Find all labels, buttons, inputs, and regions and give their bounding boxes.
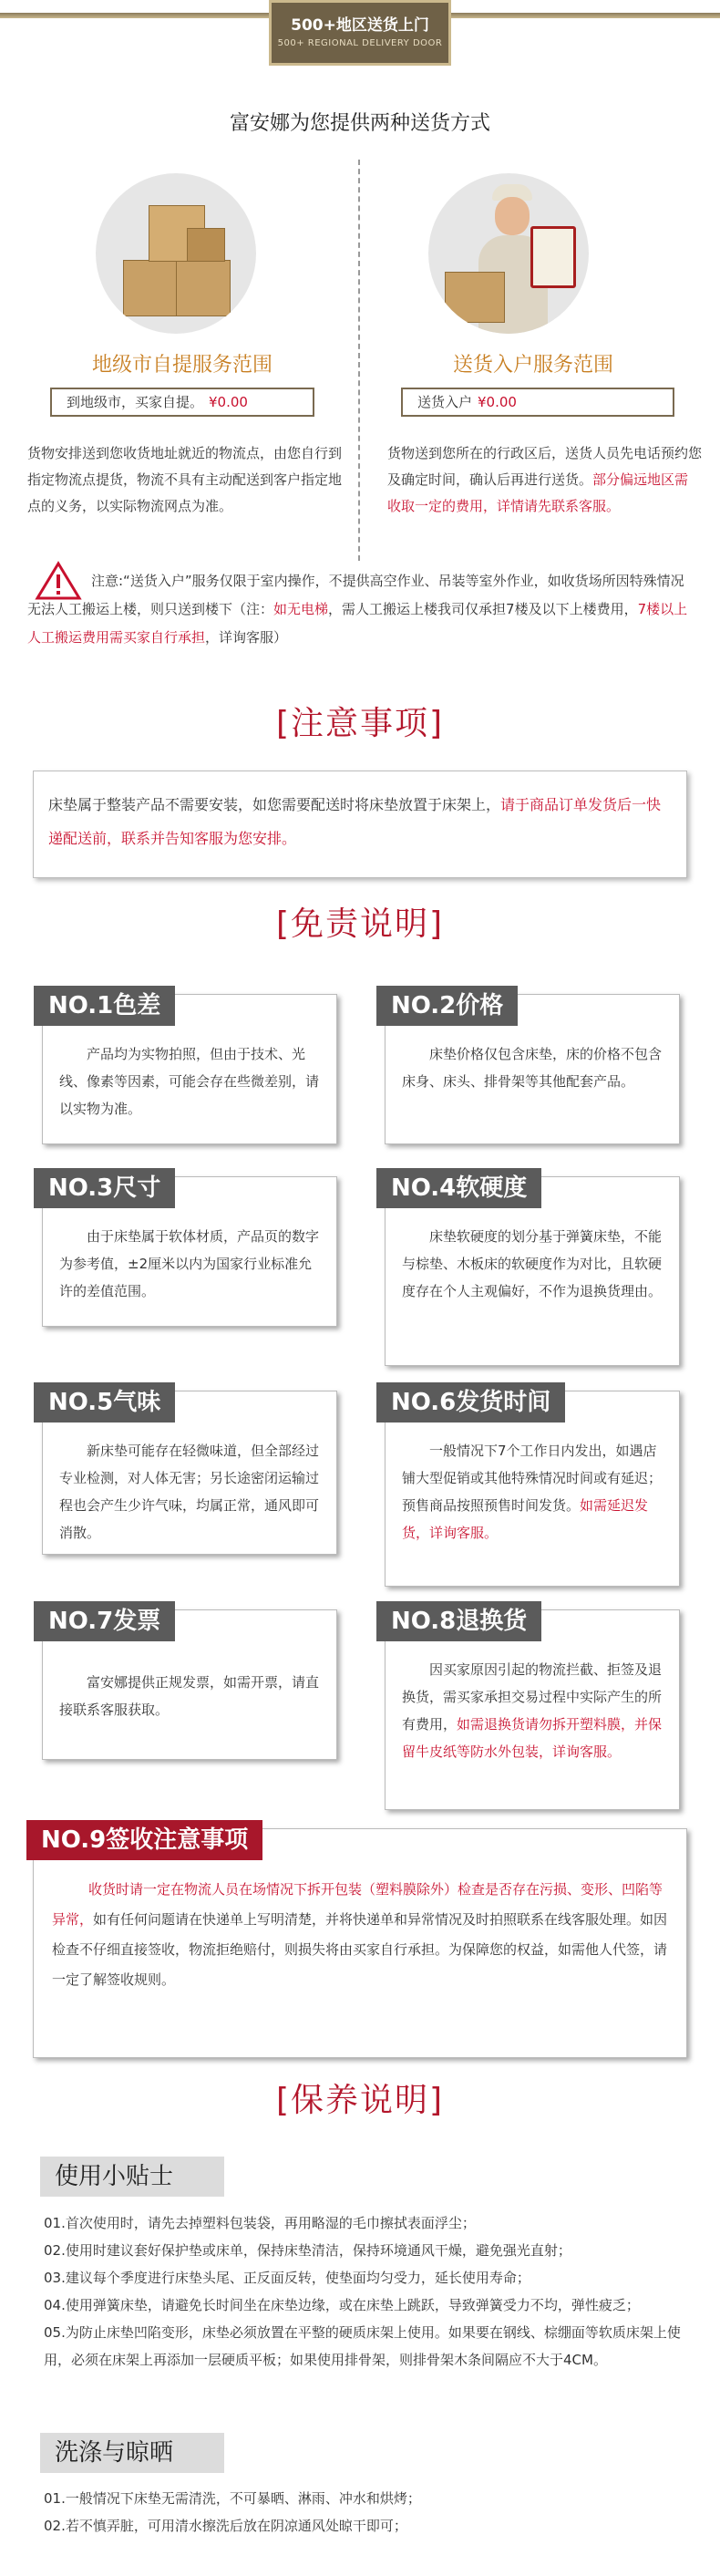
notice-title: [注意事项] xyxy=(275,705,445,742)
self-pickup-title: 地级市自提服务范围 xyxy=(91,354,273,377)
home-delivery-description xyxy=(387,440,702,520)
warning-plain-1: 注意:“送货入户”服务仅限于室内操作，不提供高空作业、吊装等室外作业，如收货场所因特殊情况无法人工搬运上楼，则只送到楼下（注： xyxy=(27,573,684,617)
card-1-no: NO.1 xyxy=(48,992,114,1019)
disclaimer-card-1 xyxy=(42,994,337,1144)
notice-text-red: 请于商品订单发货后一快递配送前，联系并告知客服为您安排。 xyxy=(48,796,662,847)
self-pickup-price-value: ¥0.00 xyxy=(209,394,248,410)
card-2-no: NO.2 xyxy=(391,992,457,1019)
card-6-name: 发货时间 xyxy=(456,1389,551,1416)
warning-red-1: 如无电梯 xyxy=(273,601,329,617)
delivery-warning-text xyxy=(27,567,697,652)
delivery-badge xyxy=(269,0,451,66)
tip-item: 01.首次使用时，请先去掉塑料包装袋，再用略湿的毛巾擦拭表面浮尘； xyxy=(44,2215,476,2231)
home-delivery-price-label: 送货入户 xyxy=(417,394,473,410)
card-1-text: 产品均为实物拍照，但由于技术、光线、像素等因素，可能会存在些微差别，请以实物为准。 xyxy=(59,1046,320,1117)
card-6-text-red: 如需延迟发货，详询客服。 xyxy=(402,1497,649,1541)
card-8-no: NO.8 xyxy=(391,1608,457,1635)
card-9-tag xyxy=(26,1820,262,1860)
disclaimer-card-4 xyxy=(385,1176,680,1366)
card-3-text: 由于床垫属于软体材质，产品页的数字为参考值，±2厘米以内为国家行业标准允许的差值范围。 xyxy=(59,1228,320,1299)
home-delivery-desc-plain: 货物送到您所在的行政区后，送货人员先电话预约您及确定时间，确认后再进行送货。 xyxy=(387,445,703,488)
card-2-name: 价格 xyxy=(456,992,504,1019)
warning-plain-3: ，详询客服） xyxy=(205,629,288,646)
tips-subtitle: 使用小贴士 xyxy=(40,2157,224,2197)
card-9-text-red: 收货时请一定在物流人员在场情况下拆开包装（塑料膜除外）检查是否存在污损、变形、凹陷等异常， xyxy=(52,1881,663,1928)
card-1-tag xyxy=(34,986,175,1026)
card-7-text: 富安娜提供正规发票，如需开票，请直接联系客服获取。 xyxy=(59,1674,320,1718)
disclaimer-card-6 xyxy=(385,1391,680,1587)
card-3-tag xyxy=(34,1168,175,1208)
card-7-name: 发票 xyxy=(113,1608,161,1635)
card-9-no: NO.9 xyxy=(41,1826,107,1854)
card-3-no: NO.3 xyxy=(48,1174,114,1202)
disclaimer-title: [免责说明] xyxy=(275,905,445,943)
card-1-name: 色差 xyxy=(113,992,161,1019)
wash-item: 01.一般情况下床垫无需清洗，不可暴晒、淋雨、冲水和烘烤； xyxy=(44,2490,421,2507)
home-delivery-price-value: ¥0.00 xyxy=(478,394,517,410)
care-title: [保养说明] xyxy=(275,2082,445,2119)
card-9-text-plain: 如有任何问题请在快递单上写明清楚，并将快递单和异常情况及时拍照联系在线客服处理。如因检查不仔细直接签收，物流拒绝赔付，则损失将由买家自行承担。为保障您的权益，如需他人代签，请一定了解签收规则。 xyxy=(52,1911,668,1988)
disclaimer-card-9 xyxy=(33,1828,687,2058)
self-pickup-price-label: 到地级市，买家自提。 xyxy=(67,394,204,410)
home-delivery-desc-red: 部分偏远地区需收取一定的费用，详情请先联系客服。 xyxy=(387,471,689,514)
self-pickup-price-box xyxy=(50,388,314,417)
card-4-text: 床垫软硬度的划分基于弹簧床垫，不能与棕垫、木板床的软硬度作为对比，且软硬度存在个人主观偏好，不作为退换货理由。 xyxy=(402,1228,663,1299)
card-8-text-red: 如需退换货请勿拆开塑料膜，并保留牛皮纸等防水外包装，详询客服。 xyxy=(402,1716,663,1760)
delivery-man-illustration xyxy=(428,173,589,334)
card-5-no: NO.5 xyxy=(48,1389,114,1416)
card-7-tag xyxy=(34,1601,175,1641)
vertical-divider xyxy=(358,160,360,561)
disclaimer-card-3 xyxy=(42,1176,337,1327)
card-8-name: 退换货 xyxy=(456,1608,528,1635)
card-6-tag xyxy=(376,1382,565,1422)
tip-item: 02.使用时建议套好保护垫或床单，保持床垫清洁，保持环境通风干燥，避免强光直射； xyxy=(44,2242,571,2259)
disclaimer-card-8 xyxy=(385,1609,680,1810)
card-3-name: 尺寸 xyxy=(113,1174,161,1202)
notice-text-plain: 床垫属于整装产品不需要安装，如您需要配送时将床垫放置于床架上， xyxy=(48,796,501,813)
card-9-text xyxy=(52,1875,672,1995)
card-7-no: NO.7 xyxy=(48,1608,114,1635)
card-5-tag xyxy=(34,1382,175,1422)
home-delivery-title: 送货入户服务范围 xyxy=(452,354,613,377)
card-8-text xyxy=(402,1656,666,1765)
boxes-illustration xyxy=(96,173,256,334)
badge-main-text: 500+地区送货上门 xyxy=(291,16,429,35)
card-4-name: 软硬度 xyxy=(456,1174,528,1202)
warning-plain-2: ，需人工搬运上楼我司仅承担7楼及以下上楼费用， xyxy=(328,601,638,617)
wash-list xyxy=(44,2485,691,2540)
card-2-text: 床垫价格仅包含床垫，床的价格不包含床身、床头、排骨架等其他配套产品。 xyxy=(402,1046,663,1090)
notice-box xyxy=(33,771,687,878)
self-pickup-description: 货物安排送到您收货地址就近的物流点，由您自行到指定物流点提货，物流不具有主动配送到客户指定地点的义务，以实际物流网点为准。 xyxy=(27,445,343,514)
card-4-no: NO.4 xyxy=(391,1174,457,1202)
card-5-text: 新床垫可能存在轻微味道，但全部经过专业检测，对人体无害；另长途密闭运输过程也会产生少许气味，均属正常，通风即可消散。 xyxy=(59,1443,320,1541)
card-8-text-plain: 因买家原因引起的物流拦截、拒签及退换货，需买家承担交易过程中实际产生的所有费用， xyxy=(402,1661,663,1733)
warning-red-2: 7楼以上人工搬运费用需买家自行承担 xyxy=(27,601,688,646)
badge-sub-text: 500+ REGIONAL DELIVERY DOOR xyxy=(277,38,443,48)
card-6-text xyxy=(402,1437,666,1547)
disclaimer-card-2 xyxy=(385,994,680,1144)
home-delivery-price-box xyxy=(401,388,674,417)
disclaimer-card-7 xyxy=(42,1609,337,1760)
disclaimer-card-5 xyxy=(42,1391,337,1555)
card-8-tag xyxy=(376,1601,541,1641)
tip-item: 03.建议每个季度进行床垫头尾、正反面反转，使垫面均匀受力，延长使用寿命； xyxy=(44,2270,530,2286)
card-2-tag xyxy=(376,986,518,1026)
tips-list xyxy=(44,2209,691,2374)
tip-item: 04.使用弹簧床垫，请避免长时间坐在床垫边缘，或在床垫上跳跃，导致弹簧受力不均，弹性疲乏； xyxy=(44,2297,640,2313)
card-4-tag xyxy=(376,1168,541,1208)
card-9-name: 签收注意事项 xyxy=(106,1826,249,1854)
wash-subtitle: 洗涤与晾晒 xyxy=(40,2433,224,2473)
card-6-text-plain: 一般情况下7个工作日内发出，如遇店铺大型促销或其他特殊情况时间或有延迟；预售商品按照预售时间发货。 xyxy=(402,1443,663,1514)
delivery-headline: 富安娜为您提供两种送货方式 xyxy=(229,112,490,135)
tip-item: 05.为防止床垫凹陷变形，床垫必须放置在平整的硬质床架上使用。如果要在钢线、棕绷面等软质床架上使用，必须在床架上再添加一层硬质平板；如果使用排骨架，则排骨架木条间隔应不大于4CM。 xyxy=(44,2324,681,2368)
card-5-name: 气味 xyxy=(113,1389,161,1416)
wash-item: 02.若不慎弄脏，可用清水擦洗后放在阴凉通风处晾干即可； xyxy=(44,2518,407,2534)
card-6-no: NO.6 xyxy=(391,1389,457,1416)
